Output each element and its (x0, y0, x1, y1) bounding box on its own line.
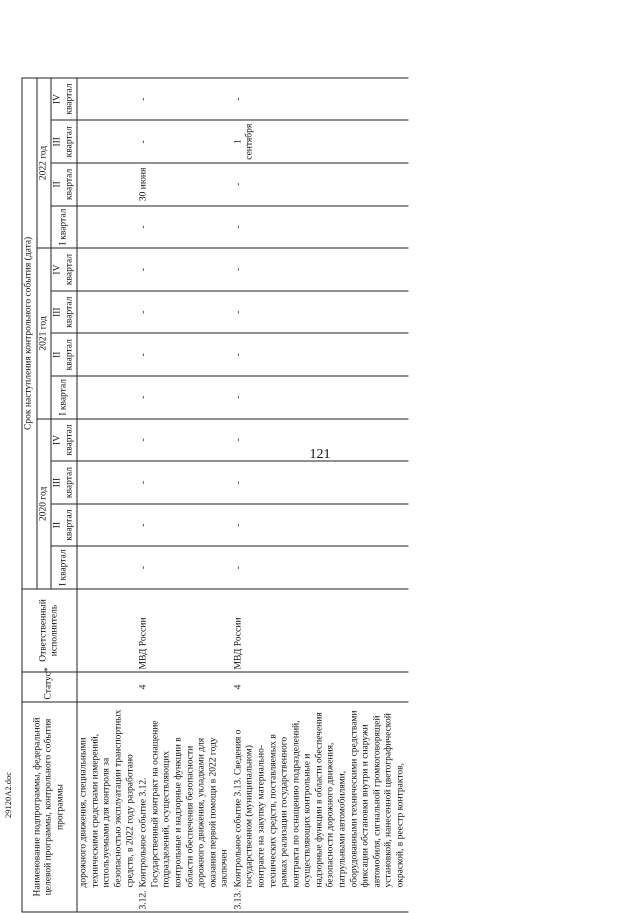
header-name-col: Наименование подпрограммы, федеральной целевой программы, контрольного события программы (22, 702, 77, 912)
event-number: 3.12. (138, 890, 149, 910)
quarter-date-cell (77, 419, 137, 462)
quarter-date-cell: 30 июня (138, 163, 233, 206)
table-row (232, 78, 408, 912)
quarter-date-cell: - (232, 419, 408, 462)
quarter-date-cell (77, 333, 137, 376)
control-events-table (22, 77, 409, 912)
header-quarter: IV квартал (51, 419, 77, 462)
quarter-date-cell (77, 206, 137, 249)
executor-cell: МВД России (232, 589, 408, 672)
header-year: 2020 год (37, 419, 52, 589)
quarter-date-cell: 1 сентября (232, 120, 408, 163)
quarter-date-cell: - (232, 206, 408, 249)
header-quarter: I квартал (51, 546, 77, 589)
event-name-cell (77, 702, 137, 912)
header-quarter: IV квартал (51, 248, 77, 291)
quarter-date-cell: - (138, 248, 233, 291)
quarter-date-cell: - (232, 248, 408, 291)
quarter-date-cell: - (232, 546, 408, 589)
table-row (77, 78, 137, 912)
quarter-date-cell: - (138, 333, 233, 376)
executor-cell (77, 589, 137, 672)
quarter-date-cell: - (138, 504, 233, 547)
quarter-date-cell (77, 120, 137, 163)
header-year: 2022 год (37, 78, 52, 249)
page-number: 121 (309, 447, 331, 462)
quarter-date-cell: - (138, 546, 233, 589)
header-status-col: Статус* (22, 672, 77, 702)
status-cell: 4 (138, 672, 233, 702)
header-quarter: IV квартал (51, 78, 77, 121)
quarter-date-cell: - (138, 376, 233, 419)
quarter-date-cell: - (232, 163, 408, 206)
quarter-date-cell (77, 78, 137, 121)
header-quarter: II квартал (51, 163, 77, 206)
status-cell: 4 (232, 672, 408, 702)
quarter-date-cell: - (232, 461, 408, 504)
header-quarter: II квартал (51, 333, 77, 376)
header-quarter: III квартал (51, 461, 77, 504)
quarter-date-cell: - (138, 206, 233, 249)
status-cell (77, 672, 137, 702)
header-quarter: III квартал (51, 120, 77, 163)
event-name-cell (138, 702, 233, 912)
executor-cell: МВД России (138, 589, 233, 672)
quarter-date-cell (77, 546, 137, 589)
header-year: 2021 год (37, 248, 52, 418)
quarter-date-cell (77, 163, 137, 206)
header-dates-group: Срок наступления контрольного события (дата) (22, 78, 37, 589)
quarter-date-cell: - (232, 78, 408, 121)
quarter-date-cell: - (138, 78, 233, 121)
quarter-date-cell: - (138, 461, 233, 504)
quarter-date-cell (77, 291, 137, 334)
event-name: Контрольное событие 3.12. Государственный контракт на оснащение подразделений, осуществляющих контрольные и надзорные функции в области обеспечения безопасности дорожного движения, укладками для оказания первой помощи в 2022 году заключен (138, 720, 230, 888)
header-quarter: III квартал (51, 291, 77, 334)
table-row (138, 78, 233, 912)
document-code: 29120А2.doc (3, 771, 13, 818)
event-name: дорожного движения, специальными техническими средствами измерений, используемыми для контроля за безопасностью эксплуатации транспортных средств, в 2022 году разработано (78, 709, 136, 888)
table-body (77, 78, 408, 912)
quarter-date-cell (77, 504, 137, 547)
rotated-table-container (22, 78, 432, 913)
event-name: Контрольное событие 3.13. Сведения о государственном (муниципальном) контракте на закупку материально-технических средств, поставляемых в рамках реализации государственного контракта по оснащению подразделений, осуществляющих контрольные и надзорные функции в области обеспечения безопасности дорожного движения, патрульными автомобилями, оборудованными техническими средствами фиксации обстановки внутри и снаружи автомобиля, сигнальной громкоговорящей установкой, нанесенной цветографической окраской, в реестр контрактов, (233, 710, 406, 888)
quarter-date-cell: - (232, 291, 408, 334)
quarter-date-cell: - (138, 291, 233, 334)
header-executor-col: Ответственный исполнитель (22, 589, 77, 672)
quarter-date-cell: - (232, 376, 408, 419)
event-name-cell (232, 702, 408, 912)
quarter-date-cell: - (138, 120, 233, 163)
header-quarter: I квартал (51, 376, 77, 419)
quarter-date-cell (77, 461, 137, 504)
header-quarter: II квартал (51, 504, 77, 547)
quarter-date-cell: - (138, 419, 233, 462)
quarter-date-cell (77, 376, 137, 419)
quarter-date-cell: - (232, 504, 408, 547)
quarter-date-cell (77, 248, 137, 291)
event-number: 3.13. (233, 890, 244, 910)
quarter-date-cell: - (232, 333, 408, 376)
header-quarter: I квартал (51, 206, 77, 249)
